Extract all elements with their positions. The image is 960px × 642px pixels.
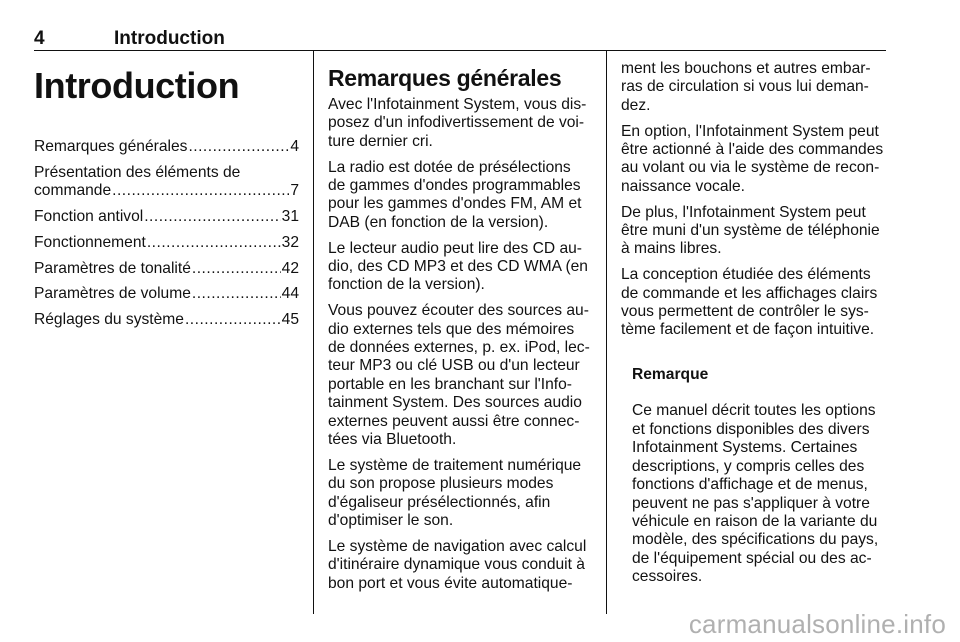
- toc-entry[interactable]: [34, 208, 299, 226]
- running-section-title: Introduction: [114, 28, 225, 49]
- paragraph: Le lecteur audio peut lire des CD au- dio, des CD MP3 et des CD WMA (en fonction de la version).: [328, 239, 588, 294]
- paragraph: ment les bouchons et autres embar- ras de circulation si vous lui deman- dez.: [621, 60, 871, 114]
- toc-page: 42: [281, 259, 299, 277]
- toc-leader: [192, 285, 281, 303]
- toc-page: 31: [281, 208, 299, 225]
- paragraph: La radio est dotée de présélections de gammes d'ondes programmables pour les gammes d'ondes FM, AM et DAB (en fonction de la version).: [328, 158, 582, 231]
- toc-leader: [147, 234, 281, 252]
- toc-label: Fonction antivol: [34, 208, 144, 225]
- page-header: [34, 28, 886, 50]
- toc-leader: [192, 260, 281, 278]
- paragraph: De plus, l'Infotainment System peut être muni d'un système de téléphonie à mains libres.: [621, 203, 880, 258]
- column-divider: [606, 50, 607, 614]
- toc-label: Paramètres de volume: [34, 285, 191, 303]
- page-number: 4: [34, 28, 45, 49]
- toc-page: 44: [281, 285, 299, 303]
- toc-entry[interactable]: [34, 138, 299, 156]
- toc-leader: [188, 138, 289, 156]
- column-divider: [313, 50, 314, 614]
- paragraph: En option, l'Infotainment System peut être actionné à l'aide des commandes au volant ou via le système de recon- naissance vocale.: [621, 122, 884, 195]
- toc-label: commande: [34, 182, 112, 200]
- toc-label: Fonctionnement: [34, 233, 146, 251]
- toc-leader: [185, 311, 281, 329]
- paragraph: Vous pouvez écouter des sources au- dio externes tels que des mémoires de données externes, p. ex. iPod, lec- teur MP3 ou clé USB ou d'un lecteur portable en les branchant sur l'Info- tainment System. Des sources audio externes peuvent aussi être connec- tées via Bluetooth.: [328, 302, 590, 449]
- section-title: Remarques générales: [328, 65, 562, 91]
- body-column-2: [328, 60, 592, 601]
- toc-label: Réglages du système: [34, 311, 184, 329]
- chapter-title: Introduction: [34, 65, 240, 106]
- toc-page: 7: [290, 182, 299, 200]
- toc-page: 45: [281, 311, 299, 329]
- paragraph: Le système de traitement numérique du son propose plusieurs modes d'égaliseur présélectionnés, afin d'optimiser le son.: [328, 456, 582, 530]
- toc-page: 4: [290, 138, 299, 155]
- toc-label: Remarques générales: [34, 138, 188, 155]
- toc-page: 32: [281, 233, 299, 251]
- toc-column: [34, 60, 299, 337]
- note-box: [632, 347, 886, 605]
- toc-entry[interactable]: [34, 311, 299, 329]
- toc-entry[interactable]: [34, 260, 299, 278]
- note-text: Ce manuel décrit toutes les options et fonctions disponibles des divers Infotainment Systems. Certaines descriptions, y compris celles des fonctions d'affichage et de menus, peuvent ne pas s'appliquer à votre véhicule en raison de la variante du modèle, des spécifications du pays, de l'équipement spécial ou des ac- cessoires.: [632, 402, 879, 586]
- toc-leader: [112, 182, 289, 200]
- toc-label: Présentation des éléments de: [34, 163, 241, 181]
- paragraph: La conception étudiée des éléments de commande et les affichages clairs vous permettent de contrôler le sys- tème facilement et de façon intuitive.: [621, 266, 878, 339]
- toc-entry[interactable]: [34, 285, 299, 303]
- header-rule: [34, 50, 886, 51]
- watermark: carmanualsonline.info: [688, 609, 946, 639]
- toc-entry[interactable]: [34, 164, 299, 201]
- toc-leader: [144, 208, 280, 226]
- body-column-3: [621, 60, 886, 605]
- toc-entry[interactable]: [34, 234, 299, 252]
- note-title: Remarque: [632, 365, 709, 383]
- paragraph: Le système de navigation avec calcul d'itinéraire dynamique vous conduit à bon port et vous évite automatique-: [328, 537, 587, 592]
- toc-label: Paramètres de tonalité: [34, 259, 191, 277]
- paragraph: Avec l'Infotainment System, vous dis- posez d'un infodivertissement de voi- ture dernier cri.: [328, 96, 587, 150]
